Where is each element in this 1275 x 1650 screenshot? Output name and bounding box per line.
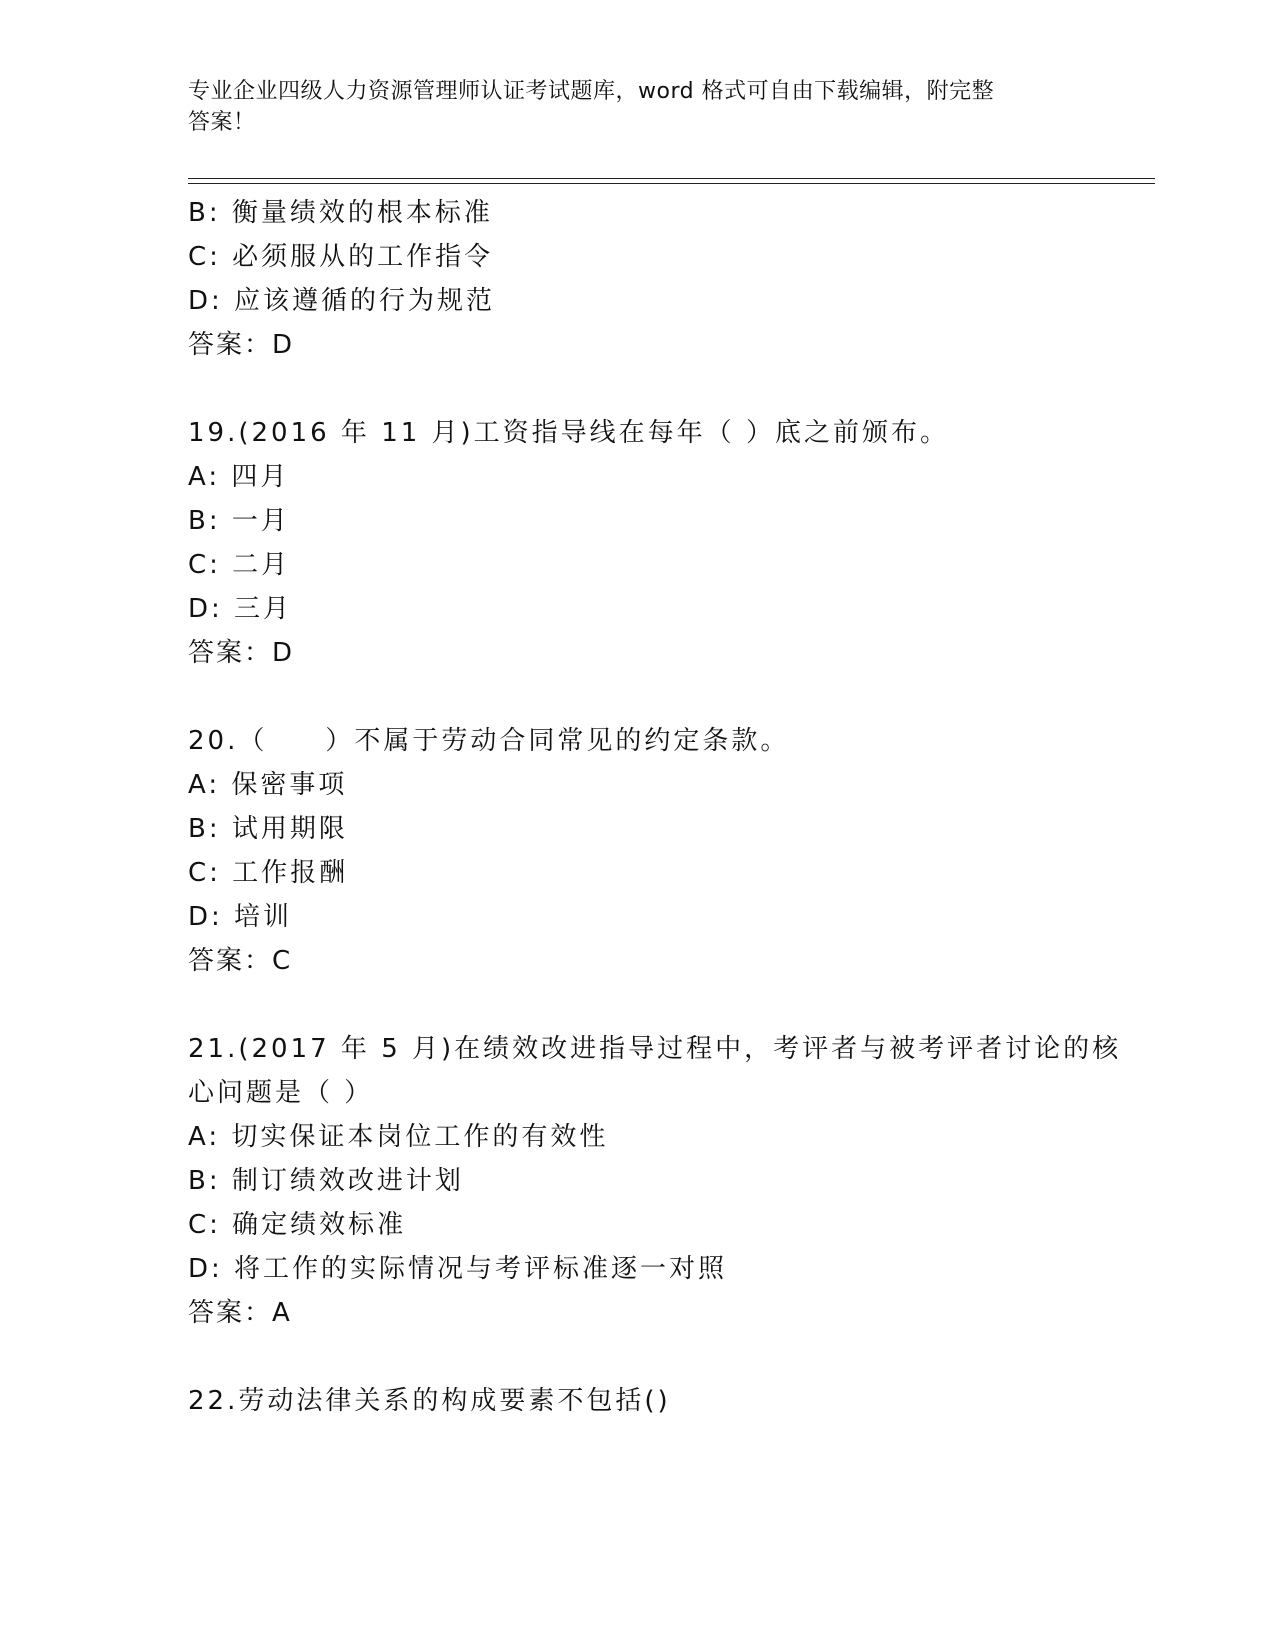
header-line-2: 答案！ xyxy=(188,110,256,135)
q21-option-d: D: 将工作的实际情况与考评标准逐一对照 xyxy=(188,1254,728,1284)
q20-option-a: A: 保密事项 xyxy=(188,770,348,800)
q19-option-a: A: 四月 xyxy=(188,462,290,492)
q18-option-d: D: 应该遵循的行为规范 xyxy=(188,286,496,316)
header-line-1: 专业企业四级人力资源管理师认证考试题库，word 格式可自由下载编辑，附完整 xyxy=(188,79,995,104)
q20-option-d: D: 培训 xyxy=(188,902,293,932)
q18-option-b: B: 衡量绩效的根本标准 xyxy=(188,198,493,228)
q21-answer: 答案：A xyxy=(188,1298,292,1328)
q21-option-a: A: 切实保证本岗位工作的有效性 xyxy=(188,1122,609,1152)
q18-option-c: C: 必须服从的工作指令 xyxy=(188,242,494,272)
document-header xyxy=(188,76,1068,138)
q20-option-c: C: 工作报酬 xyxy=(188,858,349,888)
q19-stem: 19.(2016 年 11 月)工资指导线在每年（ ）底之前颁布。 xyxy=(188,418,949,448)
q19-option-c: C: 二月 xyxy=(188,550,291,580)
q20-answer: 答案：C xyxy=(188,946,293,976)
q19-option-b: B: 一月 xyxy=(188,506,290,536)
header-divider-bottom xyxy=(188,183,1155,184)
q20-stem: 20.（ ）不属于劳动合同常见的约定条款。 xyxy=(188,726,790,756)
q21-option-c: C: 确定绩效标准 xyxy=(188,1210,407,1240)
q21-option-b: B: 制订绩效改进计划 xyxy=(188,1166,464,1196)
q19-option-d: D: 三月 xyxy=(188,594,293,624)
q20-option-b: B: 试用期限 xyxy=(188,814,348,844)
header-divider-top xyxy=(188,178,1155,179)
q18-answer: 答案：D xyxy=(188,330,295,360)
q19-answer: 答案：D xyxy=(188,638,295,668)
q21-stem-line-2: 心问题是（ ） xyxy=(188,1078,374,1108)
q22-stem: 22.劳动法律关系的构成要素不包括() xyxy=(188,1386,671,1416)
q21-stem-line-1: 21.(2017 年 5 月)在绩效改进指导过程中，考评者与被考评者讨论的核 xyxy=(188,1034,1122,1064)
